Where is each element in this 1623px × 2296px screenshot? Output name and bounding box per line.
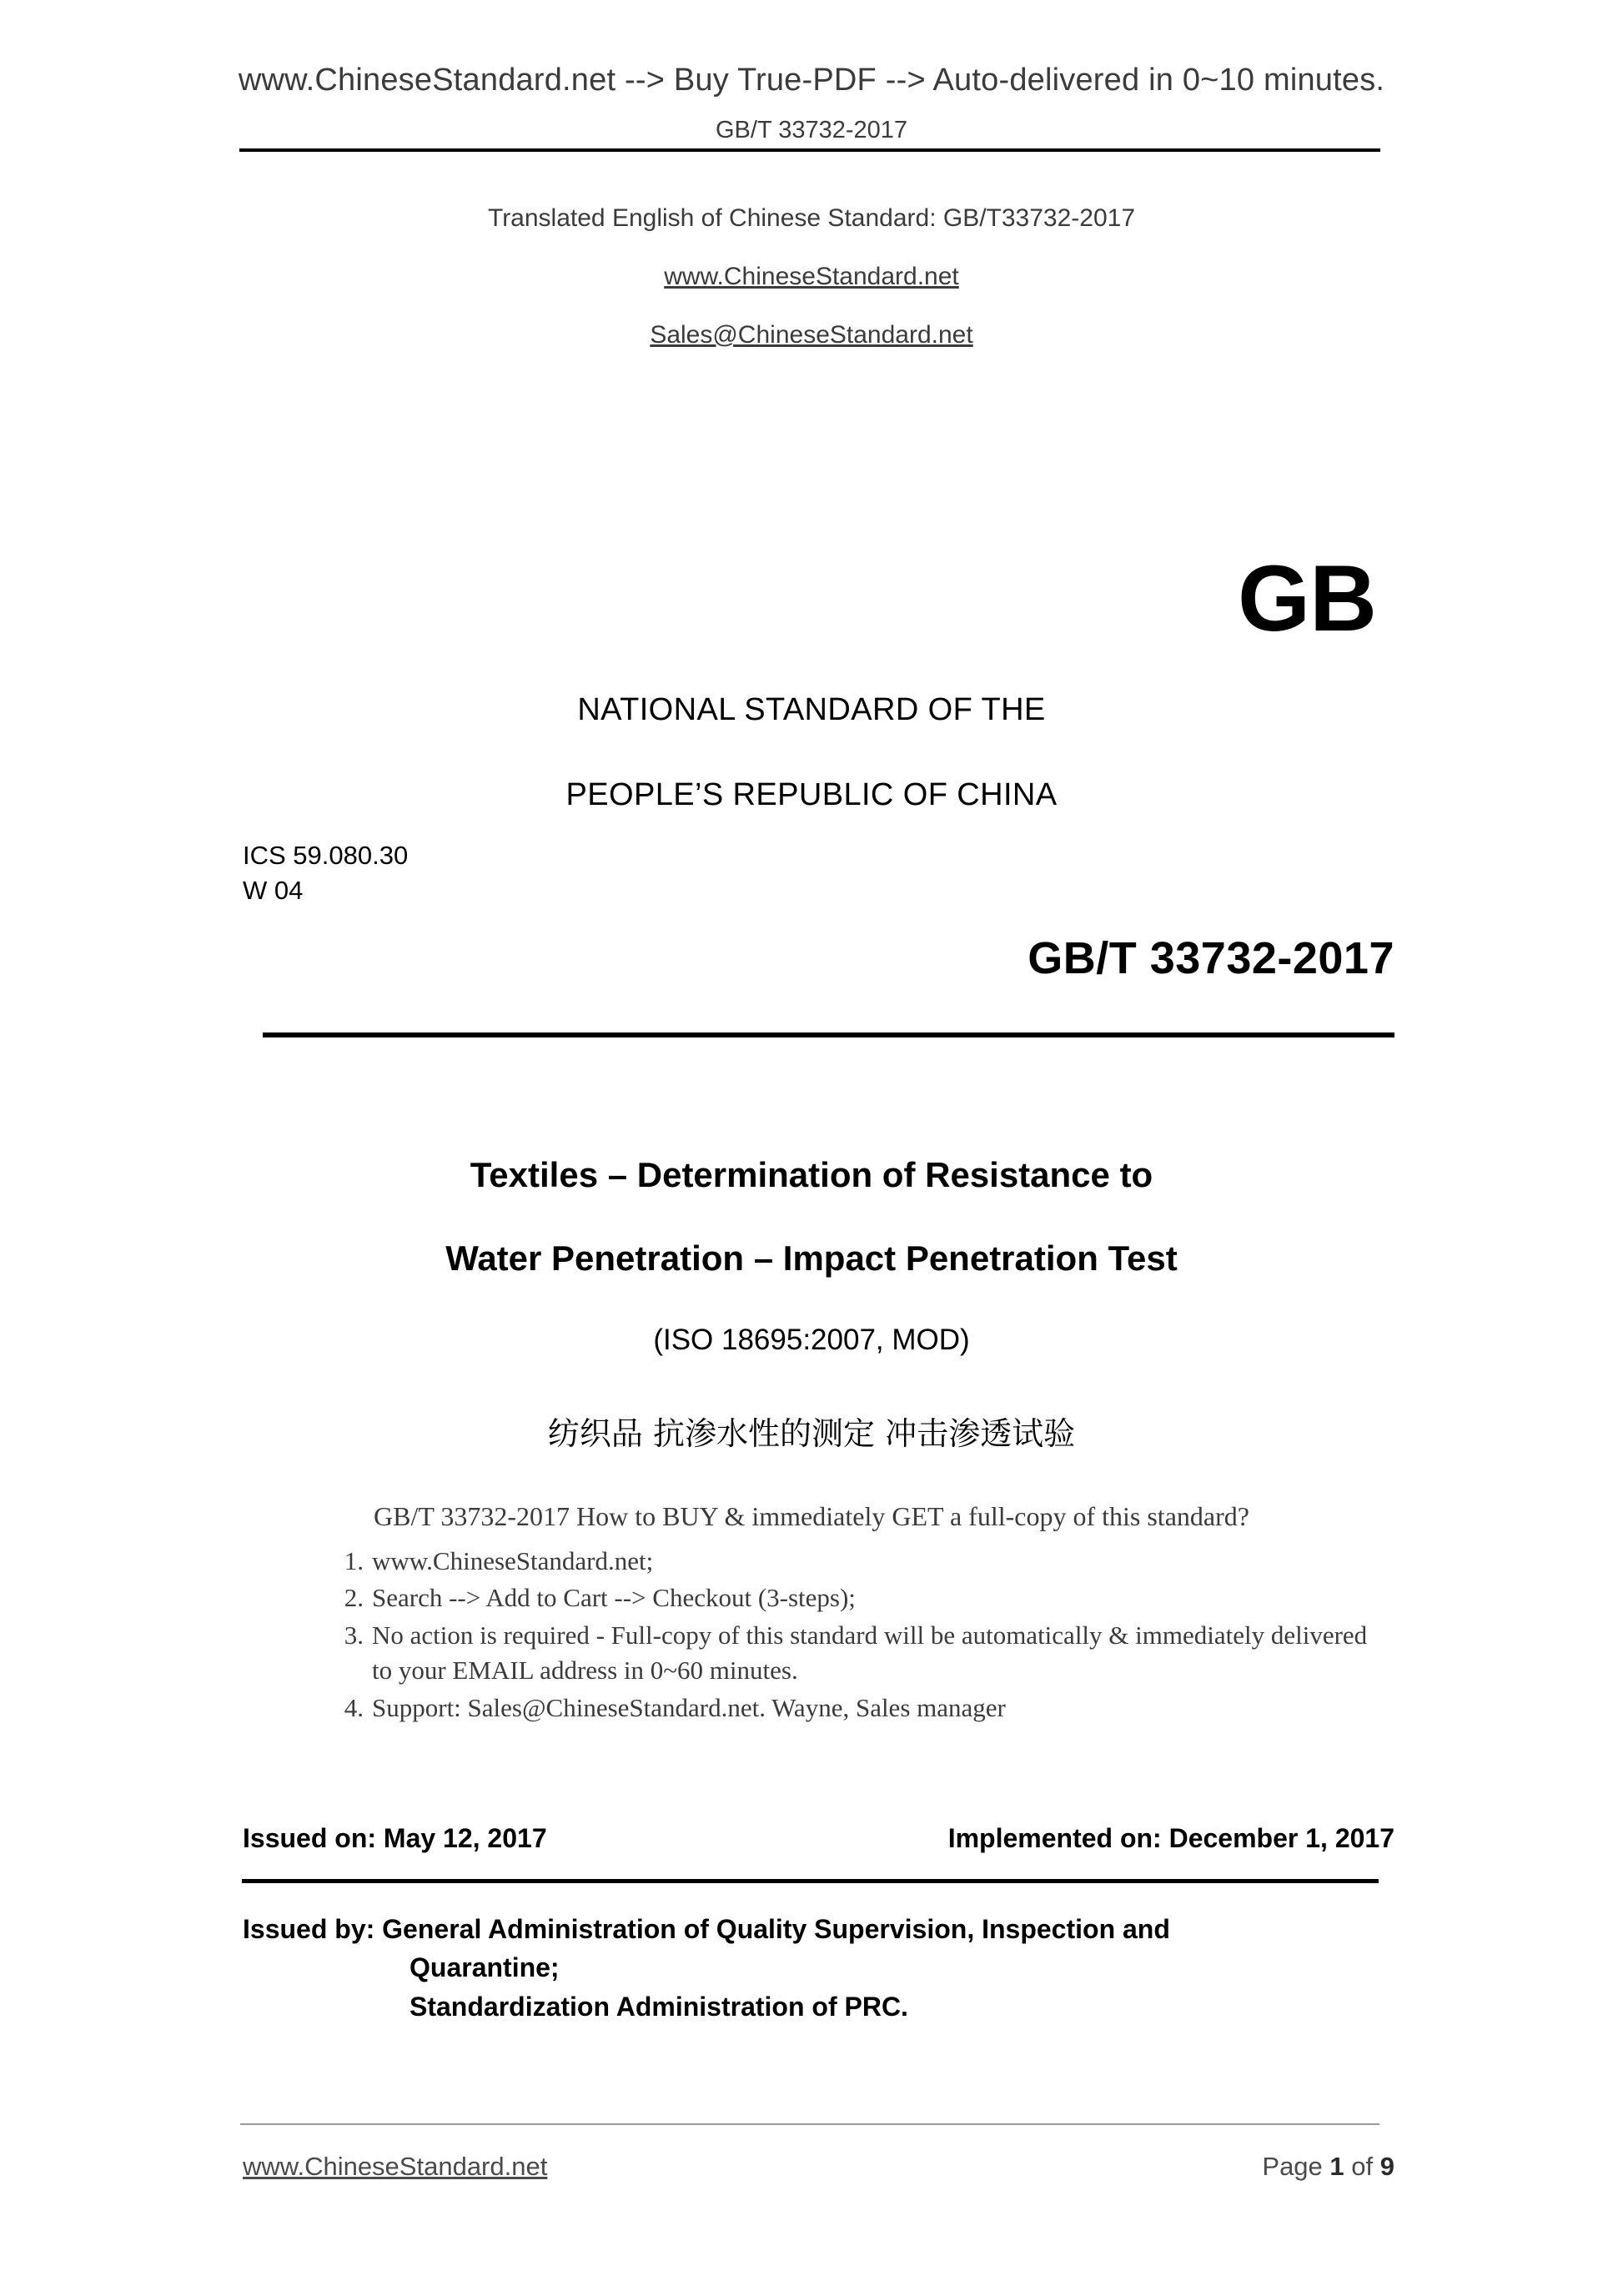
ccs-code: W 04 [243,876,304,906]
implemented-on-date: Implemented on: December 1, 2017 [947,1823,1394,1853]
footer-page-indicator [1262,2152,1394,2182]
footer-page-current: 1 [1329,2152,1344,2181]
standard-designation: GB/T 33732-2017 [1028,933,1394,983]
issued-on-date: Issued on: May 12, 2017 [243,1823,547,1853]
footer-website-link[interactable]: www.ChineseStandard.net [243,2152,548,2181]
document-title-chinese: 纺织品 抗渗水性的测定 冲击渗透试验 [547,1415,1076,1452]
footer-page-separator: of [1344,2152,1380,2181]
list-item [334,1691,1393,1726]
purchase-instructions-block [0,1501,1623,1727]
national-standard-line-2: PEOPLE’S REPUBLIC OF CHINA [565,777,1058,812]
purchase-instructions-heading: GB/T 33732-2017 How to BUY & immediately GET a full-copy of this standard? [374,1501,1249,1531]
list-item [334,1544,1393,1579]
publisher-website-link[interactable] [0,263,1623,291]
publisher-website-text: www.ChineseStandard.net [664,263,959,290]
translated-standard-label: Translated English of Chinese Standard: GB/T33732-2017 [487,204,1136,232]
list-item-text: Support: Sales@ChineseStandard.net. Wayne, Sales manager [372,1692,1006,1722]
list-item-text: Search --> Add to Cart --> Checkout (3-steps); [372,1583,856,1613]
standard-number-divider [263,1032,1394,1037]
document-title-line-2: Water Penetration – Impact Penetration Test [445,1238,1178,1278]
list-item-text: www.ChineseStandard.net; [372,1546,654,1575]
publisher-email-text: Sales@ChineseStandard.net [650,321,973,349]
gb-logo-mark: GB [1238,546,1376,651]
list-item-number: 1. [344,1546,364,1575]
issuing-authority-line-2: Quarantine; [410,1952,560,1983]
issuing-authority-line-1: Issued by: General Administration of Quality Supervision, Inspection and [243,1914,1170,1944]
list-item-number: 4. [344,1692,364,1722]
iso-equivalence-note: (ISO 18695:2007, MOD) [653,1324,970,1356]
issuing-authority-block [243,1910,1385,2026]
issue-dates-divider [242,1879,1379,1883]
purchase-instructions-list [334,1544,1393,1726]
list-item [334,1618,1393,1689]
publisher-email-link[interactable] [0,321,1623,349]
footer-page-prefix: Page [1262,2152,1330,2181]
list-item-text: No action is required - Full-copy of this standard will be automatically & immediately delivered to your EMAIL address in 0~60 minutes. [372,1620,1368,1686]
classification-block [243,838,408,908]
footer-page-total: 9 [1379,2152,1394,2181]
list-item-number: 3. [344,1620,364,1650]
promo-standard-number: GB/T 33732-2017 [715,117,908,143]
issuing-authority-line-3: Standardization Administration of PRC. [410,1991,908,2022]
list-item-number: 2. [344,1583,364,1613]
header-divider [239,148,1380,152]
list-item [334,1580,1393,1615]
national-standard-line-1: NATIONAL STANDARD OF THE [577,692,1046,727]
footer-divider [240,2123,1379,2125]
ics-code: ICS 59.080.30 [243,841,409,870]
document-title-line-1: Textiles – Determination of Resistance to [470,1155,1153,1194]
promo-banner: www.ChineseStandard.net --> Buy True-PDF --> Auto-delivered in 0~10 minutes. [238,63,1385,98]
